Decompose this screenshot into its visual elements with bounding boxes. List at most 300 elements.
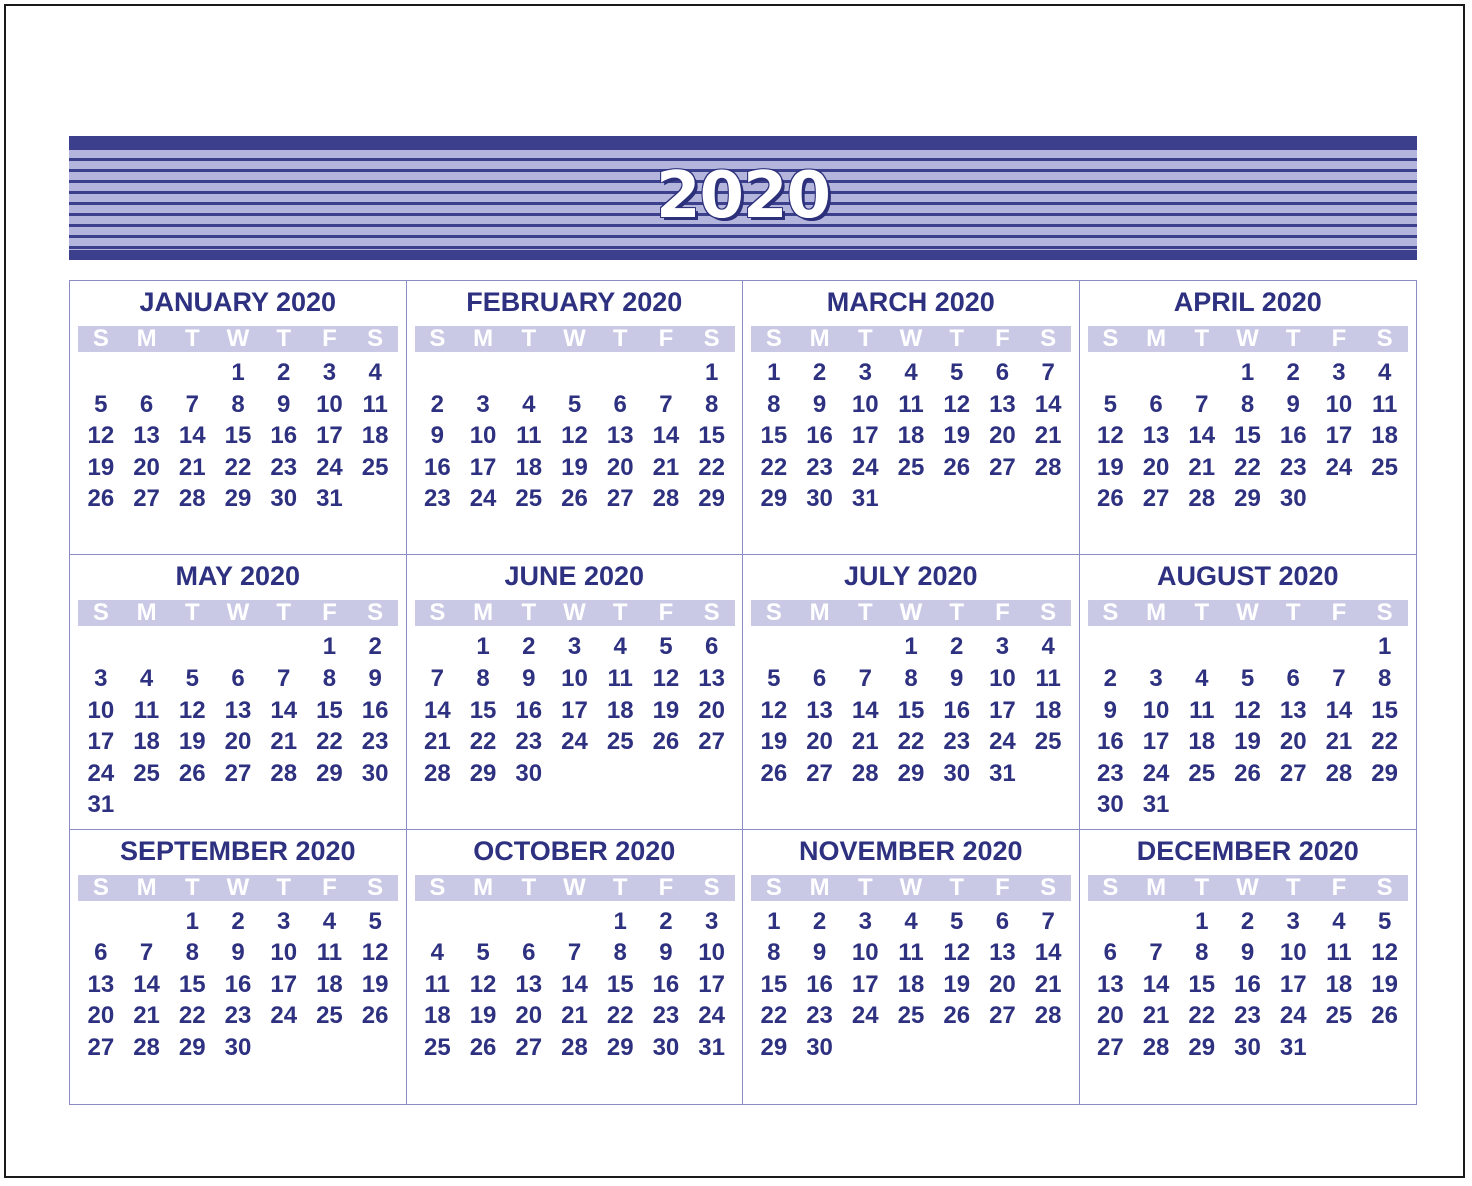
day-number: 3 xyxy=(704,907,719,935)
weekday-label: W xyxy=(226,873,250,901)
weekday-label: T xyxy=(612,325,628,352)
day-number: 23 xyxy=(943,728,971,756)
weekday-label: S xyxy=(703,599,720,627)
day-number: 12 xyxy=(469,970,497,998)
day-number: 7 xyxy=(277,664,291,692)
day-number: 2 xyxy=(812,359,827,386)
weekday-label: S xyxy=(429,873,446,901)
weekday-label: S xyxy=(1102,325,1119,352)
day-number: 9 xyxy=(277,390,291,418)
banner-bottom-band xyxy=(69,250,1417,260)
day-number: 7 xyxy=(659,390,673,418)
day-number: 27 xyxy=(989,453,1016,481)
weekday-label: W xyxy=(1236,873,1259,901)
day-number: 2 xyxy=(1286,359,1300,386)
day-number: 31 xyxy=(1279,1034,1307,1062)
weekday-label: M xyxy=(1146,599,1167,627)
weekday-label: S xyxy=(1040,873,1057,901)
day-number: 31 xyxy=(989,759,1016,787)
empty-day-cell xyxy=(460,357,506,389)
day-number: 8 xyxy=(476,664,490,692)
day-number: 8 xyxy=(767,939,781,967)
day-number: 7 xyxy=(139,939,154,967)
months-grid xyxy=(69,280,1417,1105)
day-number: 26 xyxy=(561,485,588,513)
day-number: 9 xyxy=(231,939,245,967)
weekday-label: W xyxy=(563,325,586,352)
weekday-label: T xyxy=(1285,599,1301,627)
day-number: 21 xyxy=(851,728,879,756)
day-number: 27 xyxy=(224,759,252,787)
day-number: 16 xyxy=(224,970,252,998)
weekday-label: F xyxy=(322,599,337,627)
day-number: 14 xyxy=(1325,696,1353,724)
weekday-label: T xyxy=(521,873,537,901)
day-number: 29 xyxy=(606,1034,634,1062)
weekday-label: S xyxy=(92,873,109,901)
day-number: 25 xyxy=(1034,728,1062,756)
month-block xyxy=(1080,281,1417,555)
weekday-label: T xyxy=(521,325,537,352)
day-number: 28 xyxy=(424,759,451,787)
day-number: 9 xyxy=(659,939,673,967)
day-number: 4 xyxy=(322,907,337,935)
day-number: 25 xyxy=(1188,759,1216,787)
weekday-label: S xyxy=(703,873,720,901)
weekday-label: T xyxy=(184,599,200,627)
day-number: 9 xyxy=(522,664,536,692)
day-number: 5 xyxy=(567,390,582,418)
day-number: 27 xyxy=(698,728,725,756)
day-number: 23 xyxy=(806,453,833,481)
day-number: 3 xyxy=(567,633,582,661)
day-number: 16 xyxy=(652,970,680,998)
day-number: 12 xyxy=(943,390,971,418)
day-number: 10 xyxy=(698,939,725,967)
banner-top-band xyxy=(69,136,1417,148)
empty-day-cell xyxy=(124,631,170,663)
day-number: 19 xyxy=(943,422,971,450)
day-number: 9 xyxy=(1240,939,1255,967)
day-number: 27 xyxy=(515,1034,543,1062)
day-number: 16 xyxy=(361,696,389,724)
weekday-label: M xyxy=(809,873,830,901)
day-number: 4 xyxy=(904,907,918,935)
day-number: 16 xyxy=(806,422,833,450)
day-number: 28 xyxy=(1188,485,1216,513)
day-number: 14 xyxy=(270,696,298,724)
day-number: 24 xyxy=(698,1002,725,1030)
day-number: 20 xyxy=(1279,728,1307,756)
day-number: 18 xyxy=(424,1002,451,1030)
day-number: 17 xyxy=(698,970,725,998)
weekday-label: W xyxy=(563,599,586,627)
day-number: 23 xyxy=(361,728,389,756)
day-number: 2 xyxy=(368,633,382,661)
day-number: 26 xyxy=(943,1002,971,1030)
day-number: 22 xyxy=(1188,1002,1216,1030)
day-number: 21 xyxy=(652,453,680,481)
day-number: 17 xyxy=(469,453,497,481)
day-number: 6 xyxy=(613,390,627,418)
day-number: 13 xyxy=(1279,696,1307,724)
day-number: 10 xyxy=(270,939,298,967)
day-grid xyxy=(751,357,1071,515)
day-number: 10 xyxy=(469,422,497,450)
day-number: 13 xyxy=(515,970,543,998)
day-number: 5 xyxy=(476,939,490,967)
day-grid xyxy=(1088,357,1408,515)
empty-day-cell xyxy=(1225,631,1271,663)
day-number: 15 xyxy=(224,422,252,450)
day-grid xyxy=(1088,906,1408,1064)
weekday-label: T xyxy=(276,599,292,627)
day-number: 11 xyxy=(1189,696,1215,724)
weekday-header xyxy=(78,600,398,626)
day-number: 28 xyxy=(1142,1034,1170,1062)
day-number: 13 xyxy=(1142,422,1170,450)
weekday-label: F xyxy=(1331,599,1347,627)
weekday-header xyxy=(78,326,398,352)
day-number: 14 xyxy=(1034,939,1062,967)
month-title: JANUARY 2020 xyxy=(139,287,337,317)
weekday-label: F xyxy=(995,599,1010,627)
day-grid xyxy=(415,906,735,1064)
day-number: 24 xyxy=(561,728,588,756)
empty-day-cell xyxy=(1088,357,1134,389)
day-number: 27 xyxy=(606,485,634,513)
day-grid xyxy=(415,357,735,515)
day-number: 14 xyxy=(1034,390,1062,418)
day-number: 11 xyxy=(1371,390,1398,418)
month-block xyxy=(407,555,744,829)
day-number: 7 xyxy=(185,390,199,418)
weekday-label: T xyxy=(276,325,292,352)
day-number: 7 xyxy=(858,664,872,692)
day-number: 14 xyxy=(1188,422,1216,450)
day-number: 18 xyxy=(897,970,925,998)
day-number: 1 xyxy=(231,359,245,386)
day-number: 14 xyxy=(133,970,160,998)
day-number: 22 xyxy=(224,453,252,481)
day-number: 14 xyxy=(652,422,680,450)
day-number: 20 xyxy=(87,1002,115,1030)
day-number: 6 xyxy=(704,633,719,661)
day-number: 30 xyxy=(1279,485,1307,513)
day-number: 18 xyxy=(361,422,389,450)
weekday-header xyxy=(751,326,1071,352)
day-number: 6 xyxy=(522,939,536,967)
month-title: SEPTEMBER 2020 xyxy=(119,835,356,866)
weekday-label: T xyxy=(1285,325,1301,352)
day-number: 6 xyxy=(139,390,154,418)
day-number: 21 xyxy=(561,1002,588,1030)
day-number: 6 xyxy=(995,359,1010,386)
day-number: 15 xyxy=(1371,696,1398,724)
day-number: 7 xyxy=(1332,664,1346,692)
day-number: 9 xyxy=(950,664,964,692)
weekday-label: F xyxy=(322,325,337,352)
day-number: 20 xyxy=(133,453,160,481)
day-number: 26 xyxy=(652,728,680,756)
day-number: 22 xyxy=(469,728,497,756)
weekday-label: F xyxy=(658,325,674,352)
day-number: 26 xyxy=(87,485,115,513)
day-number: 20 xyxy=(224,728,252,756)
day-number: 18 xyxy=(1371,422,1398,450)
day-number: 22 xyxy=(897,728,925,756)
weekday-label: M xyxy=(1146,873,1167,901)
day-number: 2 xyxy=(659,907,673,935)
day-number: 12 xyxy=(87,422,115,450)
day-number: 29 xyxy=(316,759,343,787)
day-number: 16 xyxy=(943,696,971,724)
empty-day-cell xyxy=(169,631,215,663)
day-number: 11 xyxy=(607,664,633,692)
weekday-label: M xyxy=(136,325,157,352)
day-number: 4 xyxy=(613,633,627,661)
day-number: 21 xyxy=(1034,422,1062,450)
day-number: 30 xyxy=(806,1034,833,1062)
month-title: NOVEMBER 2020 xyxy=(798,835,1023,866)
day-number: 15 xyxy=(316,696,343,724)
day-number: 11 xyxy=(516,422,542,450)
day-number: 2 xyxy=(1103,664,1118,692)
day-number: 15 xyxy=(178,970,206,998)
weekday-label: M xyxy=(1146,325,1167,352)
month-title: DECEMBER 2020 xyxy=(1136,835,1359,866)
day-number: 22 xyxy=(698,453,725,481)
day-number: 27 xyxy=(806,759,833,787)
day-number: 18 xyxy=(1034,696,1062,724)
day-number: 21 xyxy=(270,728,298,756)
day-number: 14 xyxy=(178,422,206,450)
day-number: 1 xyxy=(185,907,199,935)
month-block xyxy=(70,281,407,555)
weekday-header xyxy=(415,326,735,352)
day-number: 23 xyxy=(1097,759,1124,787)
weekday-label: S xyxy=(703,325,720,352)
day-number: 1 xyxy=(322,633,337,661)
day-number: 6 xyxy=(812,664,827,692)
day-number: 30 xyxy=(270,485,298,513)
day-number: 6 xyxy=(1286,664,1300,692)
weekday-label: W xyxy=(899,325,923,352)
day-number: 24 xyxy=(851,453,879,481)
weekday-label: T xyxy=(1194,873,1210,901)
day-number: 30 xyxy=(361,759,389,787)
day-number: 15 xyxy=(760,970,788,998)
month-title: MAY 2020 xyxy=(175,561,301,592)
day-number: 6 xyxy=(995,907,1010,935)
day-number: 29 xyxy=(469,759,497,787)
day-number: 12 xyxy=(1371,939,1398,967)
day-number: 8 xyxy=(904,664,918,692)
day-number: 28 xyxy=(851,759,879,787)
day-number: 5 xyxy=(1240,664,1255,692)
day-number: 28 xyxy=(1034,1002,1062,1030)
day-number: 30 xyxy=(1097,791,1124,819)
day-number: 10 xyxy=(1279,939,1307,967)
day-number: 1 xyxy=(476,633,490,661)
day-number: 21 xyxy=(1188,453,1216,481)
day-number: 17 xyxy=(851,422,879,450)
day-number: 2 xyxy=(231,907,245,935)
empty-day-cell xyxy=(460,906,506,938)
day-number: 5 xyxy=(94,390,108,418)
day-number: 10 xyxy=(316,390,343,418)
day-number: 9 xyxy=(368,664,382,692)
day-number: 24 xyxy=(851,1002,879,1030)
day-number: 17 xyxy=(1325,422,1353,450)
weekday-header xyxy=(415,875,735,901)
day-number: 3 xyxy=(858,907,872,935)
day-number: 31 xyxy=(316,485,343,513)
empty-day-cell xyxy=(415,357,461,389)
day-number: 7 xyxy=(567,939,582,967)
day-number: 3 xyxy=(94,664,108,692)
day-number: 24 xyxy=(469,485,497,513)
day-number: 22 xyxy=(760,453,788,481)
day-number: 1 xyxy=(704,359,719,386)
day-grid xyxy=(751,631,1071,789)
weekday-label: T xyxy=(612,599,628,627)
day-number: 4 xyxy=(1377,359,1392,386)
weekday-label: F xyxy=(658,599,674,627)
day-number: 21 xyxy=(1034,970,1062,998)
day-number: 9 xyxy=(812,939,827,967)
weekday-label: S xyxy=(367,325,384,352)
day-number: 31 xyxy=(851,485,879,513)
day-number: 6 xyxy=(1149,390,1163,418)
empty-day-cell xyxy=(261,631,307,663)
day-number: 25 xyxy=(897,453,925,481)
day-number: 25 xyxy=(897,1002,925,1030)
day-number: 28 xyxy=(270,759,298,787)
weekday-label: S xyxy=(1376,599,1393,627)
day-number: 19 xyxy=(469,1002,497,1030)
day-number: 12 xyxy=(361,939,389,967)
day-number: 18 xyxy=(515,453,543,481)
month-title: OCTOBER 2020 xyxy=(473,835,676,866)
year-banner xyxy=(69,136,1417,260)
day-number: 11 xyxy=(1035,664,1061,692)
weekday-label: S xyxy=(1102,599,1119,627)
day-number: 2 xyxy=(1240,907,1255,935)
day-number: 3 xyxy=(277,907,291,935)
weekday-label: M xyxy=(136,599,157,627)
day-number: 4 xyxy=(1332,907,1346,935)
day-number: 20 xyxy=(806,728,833,756)
empty-day-cell xyxy=(169,357,215,389)
weekday-label: S xyxy=(92,325,109,352)
day-number: 4 xyxy=(1041,633,1055,661)
day-number: 12 xyxy=(652,664,680,692)
day-number: 8 xyxy=(1377,664,1392,692)
day-number: 20 xyxy=(1142,453,1170,481)
weekday-label: S xyxy=(765,325,782,352)
day-number: 7 xyxy=(1041,359,1055,386)
day-number: 3 xyxy=(995,633,1010,661)
weekday-label: F xyxy=(1331,325,1347,352)
day-number: 18 xyxy=(133,728,160,756)
day-number: 3 xyxy=(1332,359,1346,386)
day-number: 13 xyxy=(806,696,833,724)
day-number: 25 xyxy=(606,728,634,756)
day-number: 5 xyxy=(185,664,199,692)
empty-day-cell xyxy=(1133,631,1179,663)
day-number: 23 xyxy=(424,485,451,513)
weekday-header xyxy=(1088,600,1408,626)
day-number: 24 xyxy=(270,1002,298,1030)
day-number: 23 xyxy=(652,1002,680,1030)
day-number: 2 xyxy=(430,390,445,418)
day-grid xyxy=(78,906,398,1064)
day-number: 16 xyxy=(1097,728,1124,756)
day-number: 1 xyxy=(904,633,918,661)
weekday-label: S xyxy=(1376,873,1393,901)
weekday-label: T xyxy=(949,873,965,901)
day-number: 25 xyxy=(361,453,389,481)
month-title: FEBRUARY 2020 xyxy=(466,287,683,317)
day-number: 4 xyxy=(1195,664,1209,692)
day-number: 24 xyxy=(1142,759,1170,787)
day-number: 27 xyxy=(1097,1034,1124,1062)
weekday-label: W xyxy=(226,325,250,352)
weekday-label: S xyxy=(765,873,782,901)
day-number: 19 xyxy=(561,453,588,481)
day-number: 8 xyxy=(613,939,627,967)
day-number: 18 xyxy=(897,422,925,450)
day-number: 4 xyxy=(139,664,154,692)
day-number: 19 xyxy=(178,728,206,756)
month-block xyxy=(407,830,744,1104)
month-block xyxy=(407,281,744,555)
day-number: 9 xyxy=(812,390,827,418)
empty-day-cell xyxy=(1179,357,1225,389)
day-number: 29 xyxy=(760,485,788,513)
weekday-label: F xyxy=(322,873,337,901)
day-number: 13 xyxy=(1097,970,1124,998)
empty-day-cell xyxy=(124,906,170,938)
day-number: 24 xyxy=(1279,1002,1307,1030)
weekday-label: T xyxy=(184,325,200,352)
day-number: 15 xyxy=(606,970,634,998)
day-number: 15 xyxy=(897,696,925,724)
day-number: 18 xyxy=(1188,728,1216,756)
day-number: 30 xyxy=(515,759,543,787)
day-number: 11 xyxy=(316,939,343,967)
day-number: 23 xyxy=(1279,453,1307,481)
day-number: 2 xyxy=(522,633,536,661)
day-grid xyxy=(415,631,735,789)
day-number: 21 xyxy=(424,728,451,756)
empty-day-cell xyxy=(506,357,552,389)
day-number: 8 xyxy=(185,939,199,967)
day-number: 13 xyxy=(989,939,1016,967)
day-number: 2 xyxy=(950,633,964,661)
day-number: 1 xyxy=(1240,359,1255,386)
day-number: 7 xyxy=(1149,939,1163,967)
day-number: 26 xyxy=(1371,1002,1398,1030)
day-number: 2 xyxy=(277,359,291,386)
day-number: 19 xyxy=(1234,728,1261,756)
weekday-header xyxy=(751,600,1071,626)
empty-day-cell xyxy=(1088,631,1134,663)
day-number: 20 xyxy=(989,970,1016,998)
weekday-label: S xyxy=(429,599,446,627)
day-number: 8 xyxy=(322,664,337,692)
